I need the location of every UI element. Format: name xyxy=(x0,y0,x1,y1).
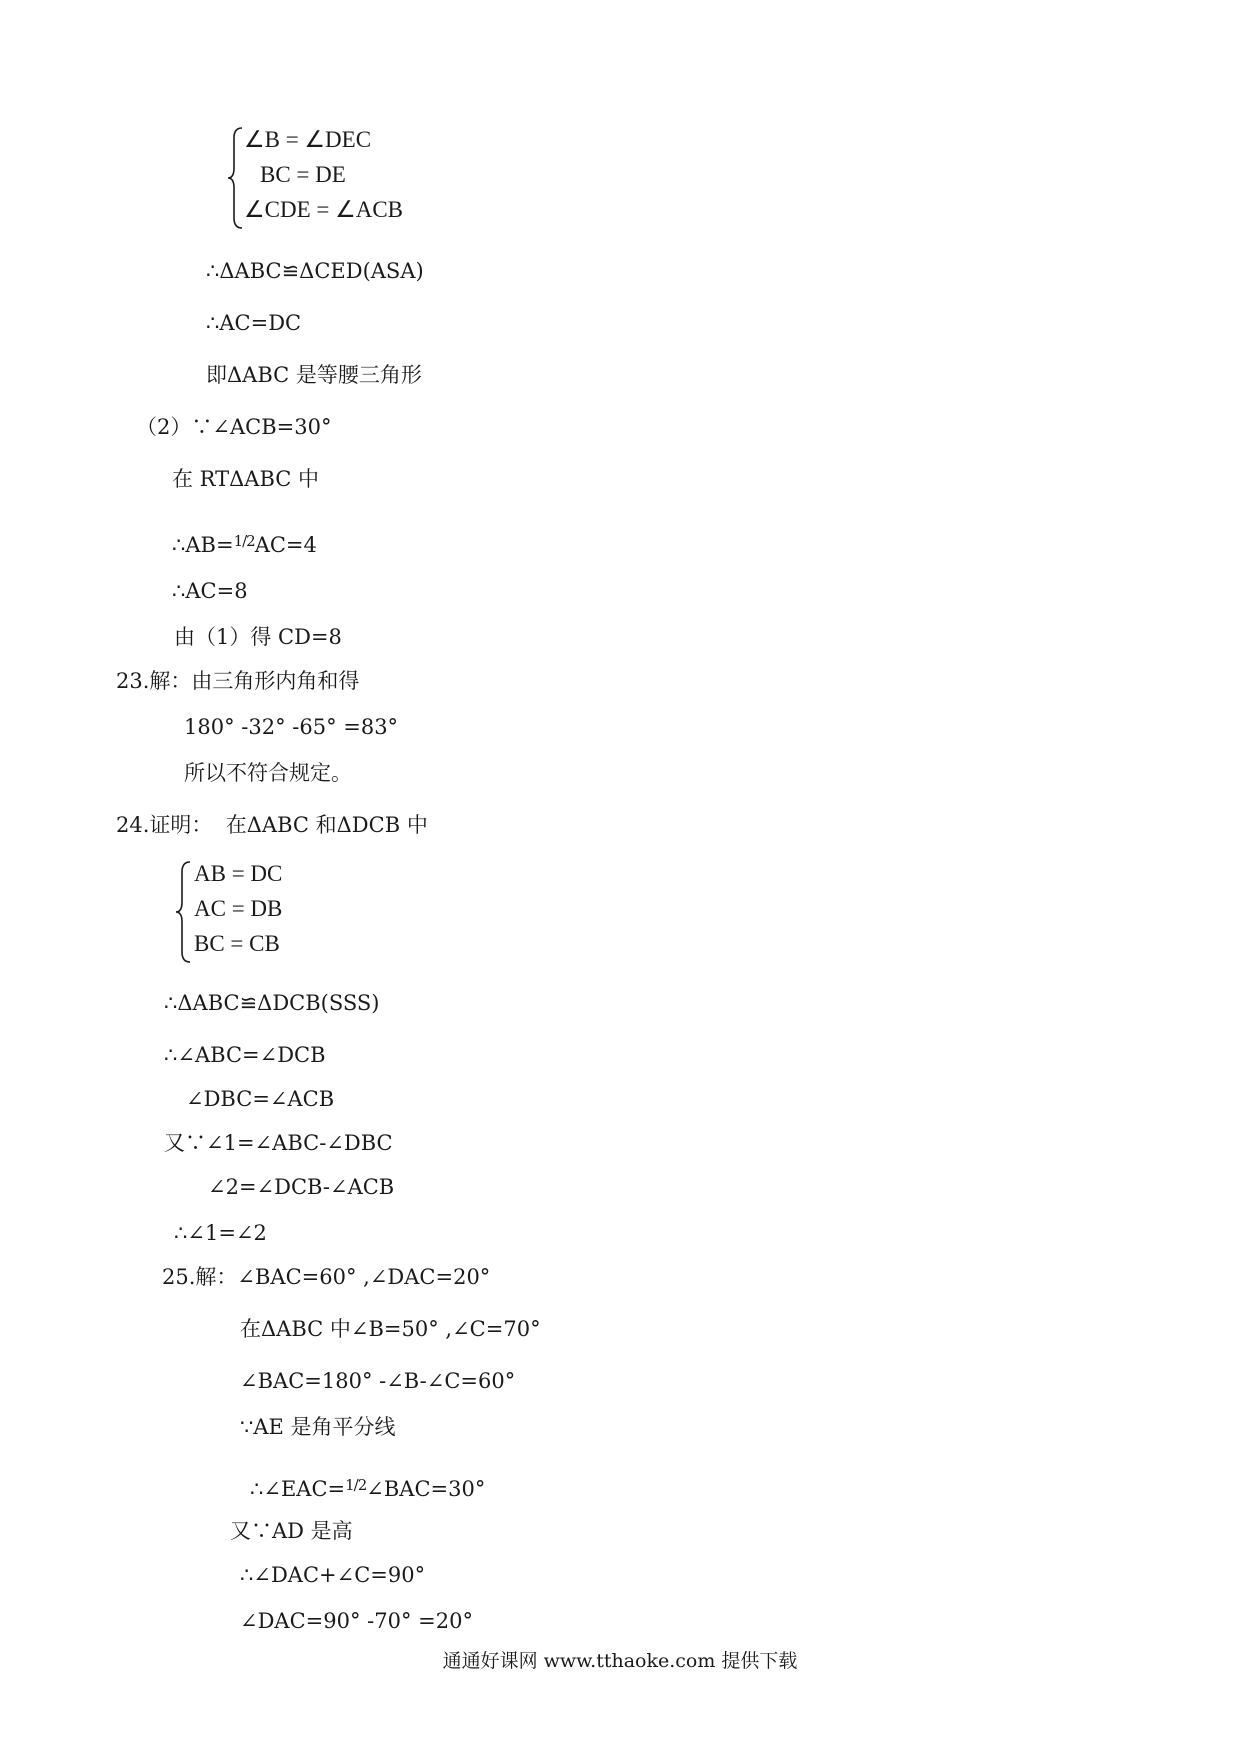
proof-line: ∴AC=8 xyxy=(172,579,248,603)
text-segment: ∠BAC=30° xyxy=(366,1477,486,1501)
proof-line: ∴∠1=∠2 xyxy=(174,1221,267,1245)
problem-heading: 23.解：由三角形内角和得 xyxy=(116,669,360,693)
proof-line: 180° -32° -65° =83° xyxy=(184,715,399,739)
equation-system-1 xyxy=(228,124,448,232)
left-brace xyxy=(176,858,196,966)
system-1-row-2: BC = DE xyxy=(260,162,346,187)
proof-line xyxy=(250,1472,485,1502)
system-1-row-1: ∠B = ∠DEC xyxy=(244,127,372,152)
proof-line: （2）∵∠ACB=30° xyxy=(136,415,332,439)
proof-line: ∠BAC=180° -∠B-∠C=60° xyxy=(240,1369,516,1393)
proof-line: ∠DBC=∠ACB xyxy=(186,1087,335,1111)
proof-line: ∠DAC=90° -70° =20° xyxy=(240,1609,473,1633)
system-2-row-2: AC = DB xyxy=(194,896,283,921)
fraction-half: 1/2 xyxy=(233,532,255,550)
proof-line: 由（1）得 CD=8 xyxy=(174,625,342,649)
text-segment: AC=4 xyxy=(254,533,317,557)
proof-line: 在ΔABC 中∠B=50° ,∠C=70° xyxy=(240,1317,541,1341)
proof-line: ∠2=∠DCB-∠ACB xyxy=(208,1175,395,1199)
proof-line: 又∵∠1=∠ABC-∠DBC xyxy=(164,1131,393,1155)
text-segment: ∴AB= xyxy=(172,533,234,557)
proof-line: 在 RTΔABC 中 xyxy=(172,467,320,491)
system-1-row-3: ∠CDE = ∠ACB xyxy=(244,197,404,222)
proof-line: ∴∠ABC=∠DCB xyxy=(164,1043,326,1067)
fraction-half: 1/2 xyxy=(345,1476,367,1494)
proof-line: 即ΔABC 是等腰三角形 xyxy=(206,363,422,387)
proof-line: 所以不符合规定。 xyxy=(184,761,352,785)
page-footer: 通通好课网 www.tthaoke.com 提供下载 xyxy=(442,1650,798,1672)
system-2-row-3: BC = CB xyxy=(194,931,280,956)
proof-line: ∴∠DAC+∠C=90° xyxy=(240,1563,426,1587)
proof-line: ∵AE 是角平分线 xyxy=(240,1415,396,1439)
proof-line: 又∵AD 是高 xyxy=(230,1519,353,1543)
problem-heading: 24.证明： 在ΔABC 和ΔDCB 中 xyxy=(116,813,428,837)
proof-line: ∴ΔABC≌ΔDCB(SSS) xyxy=(164,991,380,1015)
proof-line: ∴AC=DC xyxy=(206,311,302,335)
system-2-row-1: AB = DC xyxy=(194,861,283,886)
proof-line: ∴ΔABC≌ΔCED(ASA) xyxy=(206,259,424,283)
text-segment: ∴∠EAC= xyxy=(250,1477,346,1501)
equation-system-2 xyxy=(176,858,336,966)
proof-line xyxy=(172,528,317,558)
problem-heading: 25.解：∠BAC=60° ,∠DAC=20° xyxy=(162,1265,491,1289)
